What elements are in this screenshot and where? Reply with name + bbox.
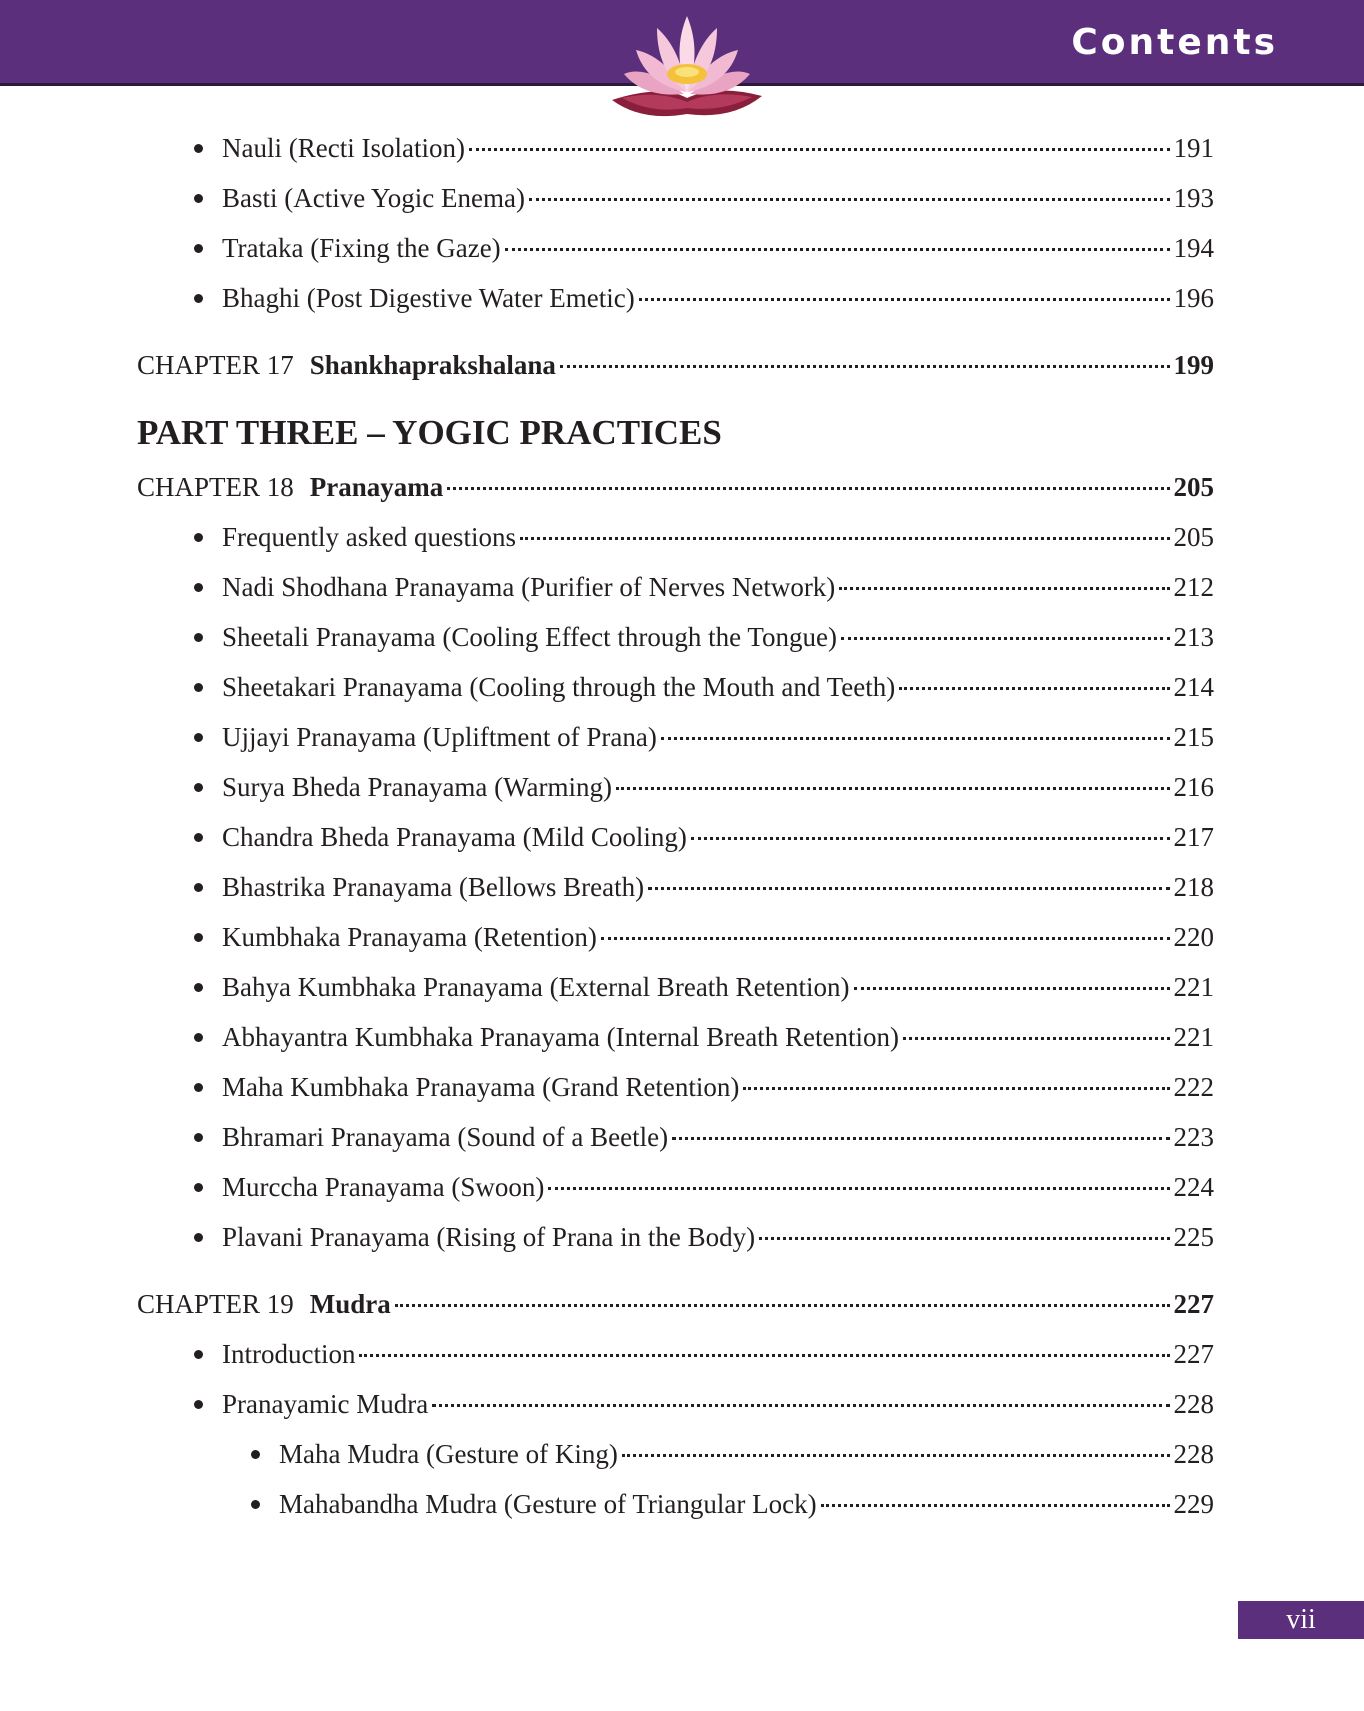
entry-page-number: 191: [1173, 133, 1214, 163]
entry-page-number: 215: [1173, 722, 1214, 752]
folio-page-number: vii: [1238, 1601, 1364, 1639]
entry-label: Kumbhaka Pranayama (Retention): [222, 922, 597, 952]
entry-label: Sheetakari Pranayama (Cooling through the Mouth and Teeth): [222, 672, 896, 702]
bullet-icon: [194, 1017, 222, 1057]
entry-label: Mahabandha Mudra (Gesture of Triangular Lock): [279, 1489, 817, 1519]
toc-entry[interactable]: [137, 617, 1214, 657]
entry-label: Nadi Shodhana Pranayama (Purifier of Nerves Network): [222, 572, 836, 602]
dot-leader: [743, 1087, 1169, 1090]
bullet-icon: [194, 717, 222, 757]
part-heading: PART THREE – YOGIC PRACTICES: [137, 413, 722, 452]
entry-page-number: 221: [1173, 972, 1214, 1002]
dot-leader: [691, 837, 1170, 840]
dot-leader: [560, 365, 1170, 368]
entry-label: Surya Bheda Pranayama (Warming): [222, 772, 612, 802]
bullet-icon: [194, 1117, 222, 1157]
entry-page-number: 224: [1173, 1172, 1214, 1202]
entry-label: Plavani Pranayama (Rising of Prana in the Body): [222, 1222, 756, 1252]
entry-label: Bahya Kumbhaka Pranayama (External Breath Retention): [222, 972, 850, 1002]
lotus-flower-icon: [602, 2, 772, 132]
entry-page-number: 229: [1173, 1489, 1214, 1519]
toc-entry[interactable]: [137, 967, 1214, 1007]
toc-entry[interactable]: [137, 1017, 1214, 1057]
toc-entry[interactable]: [137, 128, 1214, 168]
toc-entry[interactable]: [137, 1117, 1214, 1157]
toc-entry[interactable]: [137, 228, 1214, 268]
bullet-icon: [194, 1334, 222, 1374]
dot-leader: [469, 148, 1170, 151]
entry-page-number: 218: [1173, 872, 1214, 902]
entry-label: Chandra Bheda Pranayama (Mild Cooling): [222, 822, 687, 852]
bullet-icon: [194, 178, 222, 218]
entry-label: Murccha Pranayama (Swoon): [222, 1172, 545, 1202]
toc-entry[interactable]: [137, 278, 1214, 318]
toc-entry[interactable]: [137, 767, 1214, 807]
bullet-icon: [194, 128, 222, 168]
entry-label: Basti (Active Yogic Enema): [222, 183, 525, 213]
entry-page-number: 222: [1173, 1072, 1214, 1102]
dot-leader: [639, 298, 1170, 301]
entry-page-number: 225: [1173, 1222, 1214, 1252]
entry-label: Bhramari Pranayama (Sound of a Beetle): [222, 1122, 669, 1152]
dot-leader: [622, 1454, 1170, 1457]
bullet-icon: [194, 917, 222, 957]
bullet-icon: [194, 617, 222, 657]
toc-entry[interactable]: [137, 567, 1214, 607]
chapter-title: Shankhaprakshalana: [309, 350, 556, 380]
dot-leader: [520, 537, 1170, 540]
toc-subentry[interactable]: [137, 1484, 1214, 1524]
bullet-icon: [251, 1434, 279, 1474]
entry-page-number: 228: [1173, 1439, 1214, 1469]
toc-entry[interactable]: [137, 1384, 1214, 1424]
dot-leader: [821, 1504, 1170, 1507]
entry-label: Bhastrika Pranayama (Bellows Breath): [222, 872, 645, 902]
entry-page-number: 216: [1173, 772, 1214, 802]
chapter-entry[interactable]: [137, 1284, 1214, 1324]
entry-label: Frequently asked questions: [222, 522, 516, 552]
toc-entry[interactable]: [137, 867, 1214, 907]
toc-entry[interactable]: [137, 1334, 1214, 1374]
chapter-page-number: 227: [1173, 1289, 1214, 1319]
dot-leader: [548, 1187, 1169, 1190]
dot-leader: [359, 1354, 1169, 1357]
bullet-icon: [194, 967, 222, 1007]
entry-page-number: 196: [1173, 283, 1214, 313]
entry-page-number: 227: [1173, 1339, 1214, 1369]
entry-page-number: 217: [1173, 822, 1214, 852]
bullet-icon: [194, 867, 222, 907]
entry-page-number: 212: [1173, 572, 1214, 602]
bullet-icon: [194, 1384, 222, 1424]
bullet-icon: [194, 1067, 222, 1107]
entry-label: Ujjayi Pranayama (Upliftment of Prana): [222, 722, 657, 752]
bullet-icon: [194, 1167, 222, 1207]
page-title: Contents: [1071, 22, 1278, 63]
toc-entry[interactable]: [137, 817, 1214, 857]
dot-leader: [903, 1037, 1170, 1040]
dot-leader: [601, 937, 1170, 940]
bullet-icon: [251, 1484, 279, 1524]
bullet-icon: [194, 278, 222, 318]
toc-entry[interactable]: [137, 917, 1214, 957]
toc-entry[interactable]: [137, 667, 1214, 707]
dot-leader: [616, 787, 1170, 790]
toc-entry[interactable]: [137, 717, 1214, 757]
entry-label: Pranayamic Mudra: [222, 1389, 429, 1419]
entry-page-number: 214: [1173, 672, 1214, 702]
entry-page-number: 193: [1173, 183, 1214, 213]
entry-page-number: 223: [1173, 1122, 1214, 1152]
entry-label: Maha Kumbhaka Pranayama (Grand Retention): [222, 1072, 740, 1102]
chapter-page-number: 199: [1173, 350, 1214, 380]
toc-entry[interactable]: [137, 178, 1214, 218]
bullet-icon: [194, 667, 222, 707]
dot-leader: [505, 248, 1170, 251]
dot-leader: [841, 637, 1170, 640]
bullet-icon: [194, 228, 222, 268]
entry-page-number: 194: [1173, 233, 1214, 263]
entry-page-number: 220: [1173, 922, 1214, 952]
dot-leader: [447, 487, 1169, 490]
chapter-number: CHAPTER 19: [137, 1289, 294, 1319]
dot-leader: [759, 1237, 1169, 1240]
entry-label: Nauli (Recti Isolation): [222, 133, 465, 163]
dot-leader: [854, 987, 1170, 990]
chapter-number: CHAPTER 18: [137, 472, 294, 502]
dot-leader: [839, 587, 1169, 590]
toc-entry[interactable]: [137, 1167, 1214, 1207]
entry-label: Maha Mudra (Gesture of King): [279, 1439, 618, 1469]
dot-leader: [648, 887, 1169, 890]
dot-leader: [395, 1304, 1170, 1307]
entry-label: Introduction: [222, 1339, 356, 1369]
entry-page-number: 205: [1173, 522, 1214, 552]
entry-label: Trataka (Fixing the Gaze): [222, 233, 501, 263]
toc-subentry[interactable]: [137, 1434, 1214, 1474]
dot-leader: [432, 1404, 1169, 1407]
entry-page-number: 228: [1173, 1389, 1214, 1419]
chapter-title: Pranayama: [309, 472, 444, 502]
chapter-entry[interactable]: [137, 467, 1214, 507]
chapter-title: Mudra: [309, 1289, 391, 1319]
toc-entry[interactable]: [137, 1067, 1214, 1107]
dot-leader: [529, 198, 1170, 201]
bullet-icon: [194, 817, 222, 857]
dot-leader: [899, 687, 1169, 690]
toc-entry[interactable]: [137, 517, 1214, 557]
entry-page-number: 221: [1173, 1022, 1214, 1052]
entry-page-number: 213: [1173, 622, 1214, 652]
dot-leader: [672, 1137, 1169, 1140]
entry-label: Bhaghi (Post Digestive Water Emetic): [222, 283, 635, 313]
bullet-icon: [194, 1217, 222, 1257]
entry-label: Abhayantra Kumbhaka Pranayama (Internal Breath Retention): [222, 1022, 899, 1052]
toc-entry[interactable]: [137, 1217, 1214, 1257]
chapter-page-number: 205: [1173, 472, 1214, 502]
entry-label: Sheetali Pranayama (Cooling Effect through the Tongue): [222, 622, 837, 652]
bullet-icon: [194, 767, 222, 807]
dot-leader: [661, 737, 1170, 740]
chapter-number: CHAPTER 17: [137, 350, 294, 380]
chapter-entry[interactable]: [137, 345, 1214, 385]
bullet-icon: [194, 517, 222, 557]
bullet-icon: [194, 567, 222, 607]
